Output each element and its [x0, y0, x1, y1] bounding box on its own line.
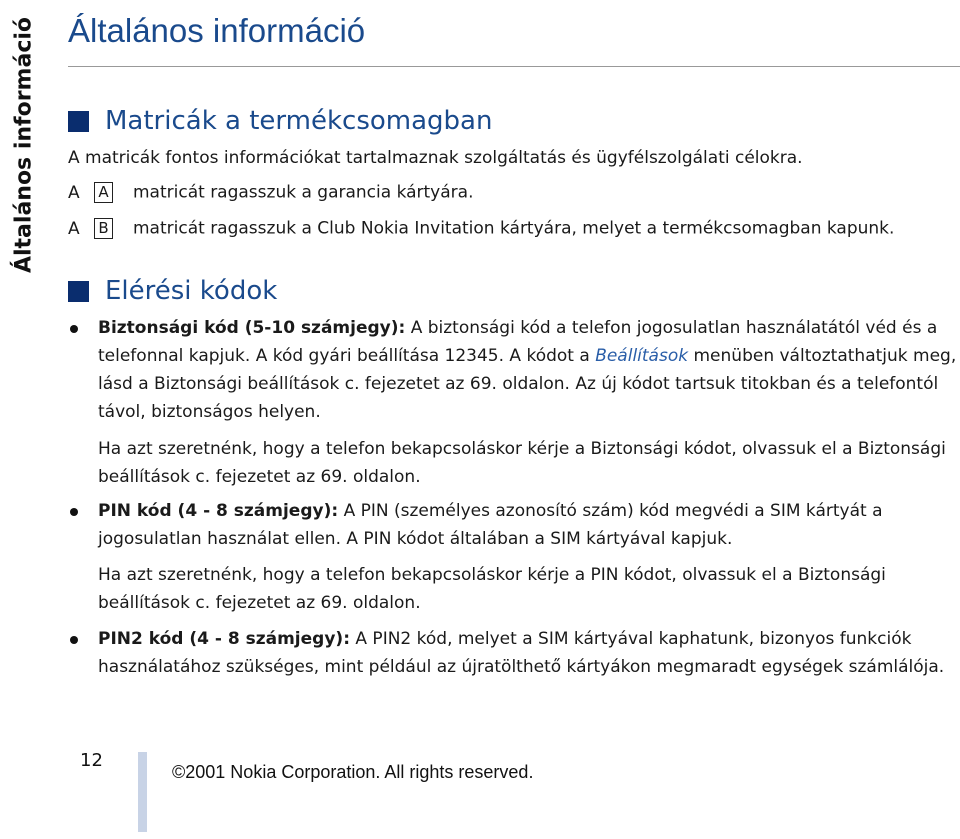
bullet-icon	[70, 508, 78, 516]
copyright-notice: ©2001 Nokia Corporation. All rights reserved.	[172, 762, 534, 782]
pin-code-paragraph	[98, 497, 960, 553]
sticker-a-icon: A	[94, 182, 113, 203]
sticker-b-row	[68, 218, 894, 239]
settings-menu-link: Beállítások	[595, 346, 689, 366]
section-square-icon	[68, 111, 89, 132]
section-heading-codes	[68, 276, 277, 306]
security-code-label: Biztonsági kód (5-10 számjegy):	[98, 318, 406, 338]
section-square-icon	[68, 281, 89, 302]
page-title: Általános információ	[68, 12, 366, 49]
footer-bar	[138, 752, 147, 832]
pin-code-text: A PIN (személyes azonosító szám) kód megvédi a SIM kártyát a jogosulatlan használat ellen. A PIN kódot általában a SIM kártyával kapjuk.	[98, 501, 883, 549]
sticker-a-text: matricát ragasszuk a garancia kártyára.	[133, 182, 474, 203]
section-title: Elérési kódok	[105, 276, 278, 306]
page-number: 12	[80, 750, 103, 771]
pin2-code-paragraph	[98, 625, 960, 681]
security-code-text-cont: menüben változtathatjuk meg, lásd a Biztonsági beállítások c. fejezetet az 69. oldalon. Az új kódot tartsuk titokban és a telefontól távol, biztonságos helyen.	[98, 346, 957, 422]
section-title: Matricák a termékcsomagban	[105, 106, 493, 136]
sticker-lead: A	[68, 182, 80, 203]
sticker-b-text: matricát ragasszuk a Club Nokia Invitation kártyára, melyet a termékcsomagban kapunk.	[133, 218, 895, 239]
pin2-code-text: A PIN2 kód, melyet a SIM kártyával kaphatunk, bizonyos funkciók használatához szükséges, mint például az újratölthető kártyákon megmaradt egységek számlálója.	[98, 629, 945, 677]
security-code-text: A biztonsági kód a telefon jogosulatlan használatától véd és a telefonnal kapjuk. A kód gyári beállítása 12345. A kódot a	[98, 318, 938, 366]
sticker-a-row	[68, 182, 473, 203]
sticker-lead: A	[68, 218, 80, 239]
sticker-b-icon: B	[94, 218, 113, 239]
side-tab-label: Általános információ	[11, 16, 37, 274]
pin2-code-label: PIN2 kód (4 - 8 számjegy):	[98, 629, 350, 649]
stickers-intro: A matricák fontos információkat tartalmaznak szolgáltatás és ügyfélszolgálati célokra.	[68, 148, 803, 168]
bullet-icon	[70, 325, 78, 333]
security-code-paragraph	[98, 314, 960, 426]
title-divider	[68, 66, 960, 67]
security-code-note: Ha azt szeretnénk, hogy a telefon bekapcsoláskor kérje a Biztonsági kódot, olvassuk el a Biztonsági beállítások c. fejezetet az 69. oldalon.	[98, 439, 946, 487]
pin-code-note: Ha azt szeretnénk, hogy a telefon bekapcsoláskor kérje a PIN kódot, olvassuk el a Biztonsági beállítások c. fejezetet az 69. oldalon.	[98, 565, 886, 613]
pin-code-label: PIN kód (4 - 8 számjegy):	[98, 501, 339, 521]
side-tab	[0, 0, 48, 290]
section-heading-stickers	[68, 106, 492, 136]
bullet-icon	[70, 636, 78, 644]
